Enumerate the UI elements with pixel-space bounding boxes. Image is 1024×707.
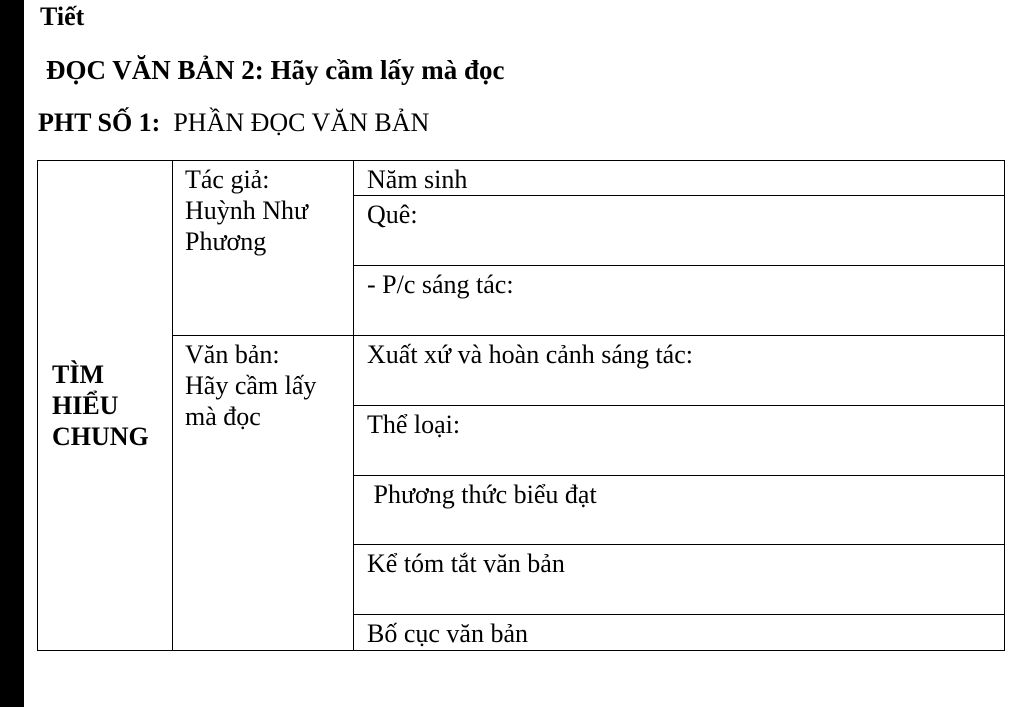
text-cell: Văn bản: Hãy cầm lấy mà đọc — [173, 336, 354, 651]
worksheet-number: PHT SỐ 1: — [38, 108, 161, 137]
worksheet-heading — [38, 110, 429, 136]
author-cell: Tác giả: Huỳnh Như Phương — [173, 161, 354, 336]
worksheet-table — [37, 160, 1005, 651]
left-edge-bar — [0, 0, 24, 707]
table-row — [38, 161, 1005, 196]
text-field-summary: Kể tóm tắt văn bản — [354, 545, 1005, 615]
section-label-cell: TÌM HIỂU CHUNG — [38, 161, 173, 651]
document-title: ĐỌC VĂN BẢN 2: Hãy cầm lấy mà đọc — [46, 55, 505, 85]
text-field-expression-mode: Phương thức biểu đạt — [354, 476, 1005, 545]
text-field-genre: Thể loại: — [354, 406, 1005, 476]
text-field-structure: Bố cục văn bản — [354, 615, 1005, 651]
text-field-origin: Xuất xứ và hoàn cảnh sáng tác: — [354, 336, 1005, 406]
author-field-hometown: Quê: — [354, 196, 1005, 266]
table-row — [38, 336, 1005, 406]
author-field-birth-year: Năm sinh — [354, 161, 1005, 196]
worksheet-subtitle: PHẦN ĐỌC VĂN BẢN — [173, 108, 430, 137]
lesson-label: Tiết — [40, 2, 85, 31]
author-field-style: - P/c sáng tác: — [354, 266, 1005, 336]
